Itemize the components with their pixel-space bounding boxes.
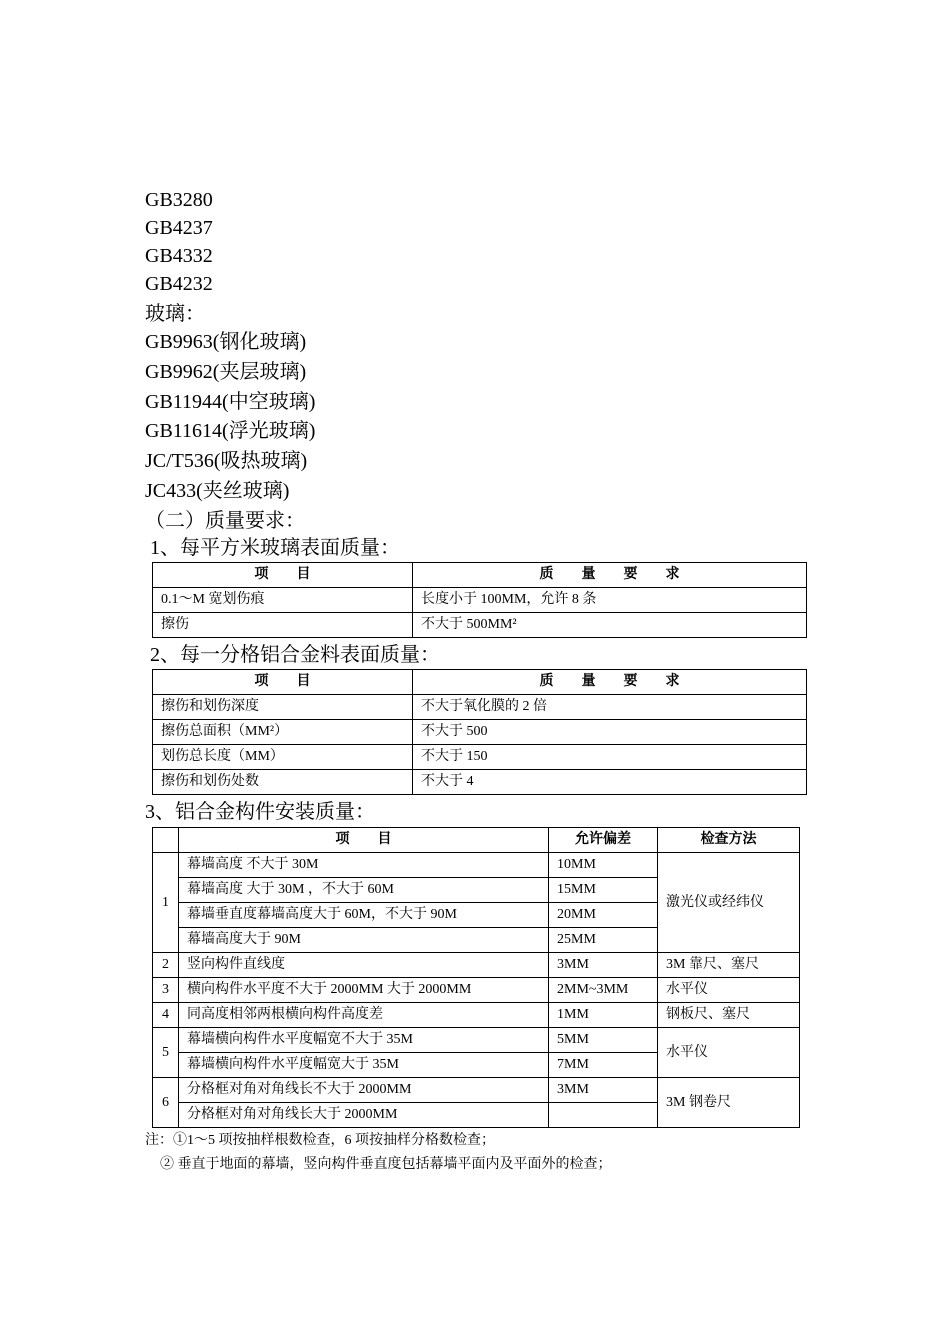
section-title: （二）质量要求： xyxy=(145,510,305,532)
glass-standard: GB9963(钢化玻璃) xyxy=(145,331,307,353)
cell-item: 幕墙垂直度幕墙高度大于 60M，不大于 90M xyxy=(179,903,549,928)
cell-item: 幕墙高度 大于 30M ，不大于 60M xyxy=(179,878,549,903)
glass-standard: GB11614(浮光玻璃) xyxy=(145,420,316,442)
glass-standard: GB11944(中空玻璃) xyxy=(145,391,316,413)
cell-method: 激光仪或经纬仪 xyxy=(658,853,800,953)
cell-item: 擦伤 xyxy=(153,613,413,638)
cell-requirement: 不大于 500 xyxy=(413,720,807,745)
table-row xyxy=(153,978,800,1003)
cell-item: 同高度相邻两根横向构件高度差 xyxy=(179,1003,549,1028)
table1-title: 1、每平方米玻璃表面质量： xyxy=(150,537,400,559)
table-header-row xyxy=(153,670,807,695)
table-row xyxy=(153,720,807,745)
cell-item: 竖向构件直线度 xyxy=(179,953,549,978)
cell-tolerance: 5MM xyxy=(549,1028,658,1053)
table-row xyxy=(153,1003,800,1028)
cell-requirement: 长度小于 100MM，允许 8 条 xyxy=(413,588,807,613)
cell-item: 0.1～M 宽划伤痕 xyxy=(153,588,413,613)
table2-title: 2、每一分格铝合金料表面质量： xyxy=(150,644,440,666)
standard-code: GB4232 xyxy=(145,273,213,295)
cell-item: 幕墙横向构件水平度幅宽大于 35M xyxy=(179,1053,549,1078)
header-item: 项 目 xyxy=(153,563,413,588)
table-row xyxy=(153,588,807,613)
cell-item: 横向构件水平度不大于 2000MM 大于 2000MM xyxy=(179,978,549,1003)
cell-requirement: 不大于氧化膜的 2 倍 xyxy=(413,695,807,720)
glass-surface-table xyxy=(152,562,807,638)
cell-tolerance xyxy=(549,1103,658,1128)
header-item: 项 目 xyxy=(179,828,549,853)
note-line: 注：①1～5 项按抽样根数检查，6 项按抽样分格数检查； xyxy=(145,1133,495,1148)
table3-title: 3、铝合金构件安装质量： xyxy=(145,801,375,823)
cell-method: 水平仪 xyxy=(658,978,800,1003)
standard-code: GB4237 xyxy=(145,217,213,239)
glass-standard: GB9962(夹层玻璃) xyxy=(145,361,307,383)
cell-requirement: 不大于 4 xyxy=(413,770,807,795)
cell-tolerance: 1MM xyxy=(549,1003,658,1028)
cell-item: 擦伤总面积（MM²） xyxy=(153,720,413,745)
cell-method: 3M 钢卷尺 xyxy=(658,1078,800,1128)
cell-tolerance: 10MM xyxy=(549,853,658,878)
row-number: 4 xyxy=(153,1003,179,1028)
table-header-row xyxy=(153,828,800,853)
header-tolerance: 允许偏差 xyxy=(549,828,658,853)
cell-item: 幕墙高度大于 90M xyxy=(179,928,549,953)
cell-tolerance: 15MM xyxy=(549,878,658,903)
cell-item: 划伤总长度（MM） xyxy=(153,745,413,770)
cell-tolerance: 2MM~3MM xyxy=(549,978,658,1003)
cell-tolerance: 3MM xyxy=(549,953,658,978)
aluminum-surface-table xyxy=(152,669,807,795)
header-no xyxy=(153,828,179,853)
cell-item: 幕墙高度 不大于 30M xyxy=(179,853,549,878)
table-row xyxy=(153,770,807,795)
glass-standard: JC/T536(吸热玻璃) xyxy=(145,450,308,472)
cell-tolerance: 3MM xyxy=(549,1078,658,1103)
cell-item: 擦伤和划伤处数 xyxy=(153,770,413,795)
standard-code: GB3280 xyxy=(145,189,213,211)
table-row xyxy=(153,1028,800,1053)
cell-method: 钢板尺、塞尺 xyxy=(658,1003,800,1028)
header-item: 项 目 xyxy=(153,670,413,695)
header-requirement: 质 量 要 求 xyxy=(413,670,807,695)
cell-method: 水平仪 xyxy=(658,1028,800,1078)
cell-requirement: 不大于 500MM² xyxy=(413,613,807,638)
cell-item: 幕墙横向构件水平度幅宽不大于 35M xyxy=(179,1028,549,1053)
cell-item: 分格框对角对角线长不大于 2000MM xyxy=(179,1078,549,1103)
cell-method: 3M 靠尺、塞尺 xyxy=(658,953,800,978)
glass-standard: JC433(夹丝玻璃) xyxy=(145,480,290,502)
cell-item: 擦伤和划伤深度 xyxy=(153,695,413,720)
installation-quality-table xyxy=(152,827,800,1128)
row-number: 6 xyxy=(153,1078,179,1128)
cell-tolerance: 20MM xyxy=(549,903,658,928)
row-number: 5 xyxy=(153,1028,179,1078)
cell-requirement: 不大于 150 xyxy=(413,745,807,770)
table-row xyxy=(153,1078,800,1103)
row-number: 1 xyxy=(153,853,179,953)
table-row xyxy=(153,745,807,770)
note-line: ② 垂直于地面的幕墙，竖向构件垂直度包括幕墙平面内及平面外的检查； xyxy=(160,1157,612,1172)
standard-code: GB4332 xyxy=(145,245,213,267)
header-method: 检查方法 xyxy=(658,828,800,853)
cell-item: 分格框对角对角线长大于 2000MM xyxy=(179,1103,549,1128)
header-requirement: 质 量 要 求 xyxy=(413,563,807,588)
cell-tolerance: 25MM xyxy=(549,928,658,953)
cell-tolerance: 7MM xyxy=(549,1053,658,1078)
table-row xyxy=(153,695,807,720)
table-header-row xyxy=(153,563,807,588)
table-row xyxy=(153,613,807,638)
table-row xyxy=(153,953,800,978)
row-number: 2 xyxy=(153,953,179,978)
table-row xyxy=(153,853,800,878)
row-number: 3 xyxy=(153,978,179,1003)
glass-label: 玻璃： xyxy=(145,303,205,325)
